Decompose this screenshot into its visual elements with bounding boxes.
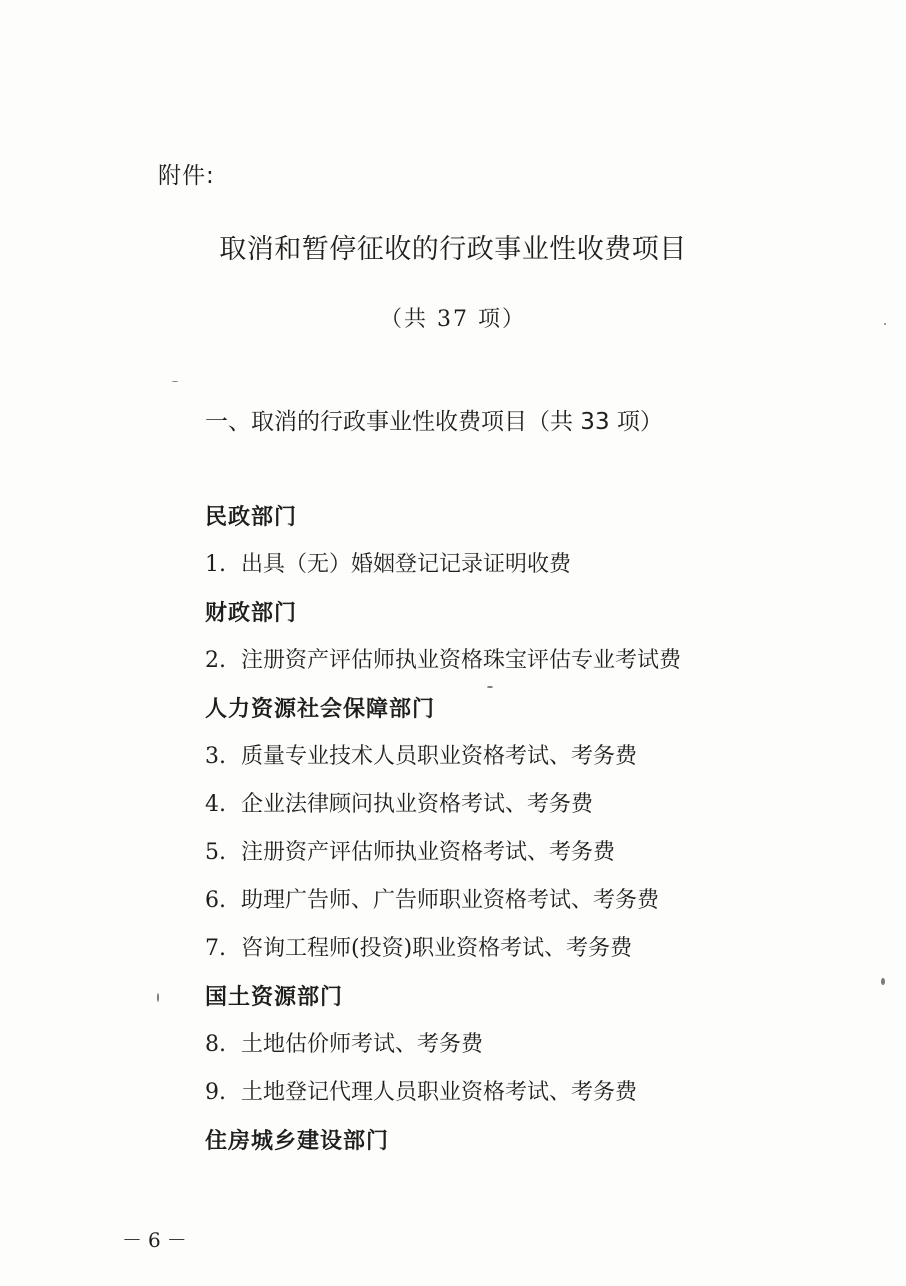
- department-heading: [205, 589, 825, 637]
- fee-item: [205, 1021, 825, 1069]
- fee-item: [205, 925, 825, 973]
- item-number: 6.: [205, 888, 226, 913]
- fee-item: [205, 877, 825, 925]
- fee-item: [205, 781, 825, 829]
- item-text: 助理广告师、广告师职业资格考试、考务费: [241, 888, 660, 913]
- scan-speck: [884, 323, 886, 325]
- item-number: 2.: [205, 648, 226, 673]
- fee-item-list: [205, 493, 825, 1165]
- department-name: 人力资源社会保障部门: [205, 696, 436, 722]
- item-number: 5.: [205, 840, 226, 865]
- item-number: 8.: [205, 1032, 226, 1057]
- attachment-label: 附件:: [158, 163, 215, 189]
- fee-item: [205, 541, 825, 589]
- document-title: 取消和暂停征收的行政事业性收费项目: [219, 234, 687, 265]
- department-heading: [205, 1117, 825, 1165]
- department-name: 民政部门: [205, 504, 298, 530]
- fee-item: [205, 637, 825, 685]
- department-heading: [205, 973, 825, 1021]
- fee-item: [205, 733, 825, 781]
- item-text: 注册资产评估师执业资格珠宝评估专业考试费: [241, 648, 682, 673]
- item-text: 土地登记代理人员职业资格考试、考务费: [241, 1080, 638, 1105]
- department-heading: [205, 685, 825, 733]
- item-number: 4.: [205, 792, 226, 817]
- scan-speck: [487, 686, 493, 688]
- fee-item: [205, 1069, 825, 1117]
- section-heading: 一、取消的行政事业性收费项目（共 33 项）: [205, 409, 663, 435]
- item-number: 7.: [205, 936, 226, 961]
- item-number: 1.: [205, 552, 226, 577]
- department-name: 住房城乡建设部门: [205, 1128, 390, 1154]
- document-subtitle: （共 37 项）: [380, 307, 526, 332]
- item-text: 咨询工程师(投资)职业资格考试、考务费: [241, 936, 633, 961]
- item-text: 出具（无）婚姻登记记录证明收费: [241, 552, 572, 577]
- fee-item: [205, 829, 825, 877]
- department-heading: [205, 493, 825, 541]
- department-name: 财政部门: [205, 600, 298, 626]
- item-text: 注册资产评估师执业资格考试、考务费: [241, 840, 616, 865]
- department-name: 国土资源部门: [205, 984, 344, 1010]
- page-number: －6－: [122, 1228, 193, 1252]
- item-text: 企业法律顾问执业资格考试、考务费: [241, 792, 594, 817]
- scan-speck: [157, 993, 159, 1002]
- item-number: 3.: [205, 744, 226, 769]
- item-number: 9.: [205, 1080, 226, 1105]
- scan-speck: [172, 381, 178, 382]
- scan-speck: [881, 978, 885, 985]
- item-text: 质量专业技术人员职业资格考试、考务费: [241, 744, 638, 769]
- item-text: 土地估价师考试、考务费: [241, 1032, 484, 1057]
